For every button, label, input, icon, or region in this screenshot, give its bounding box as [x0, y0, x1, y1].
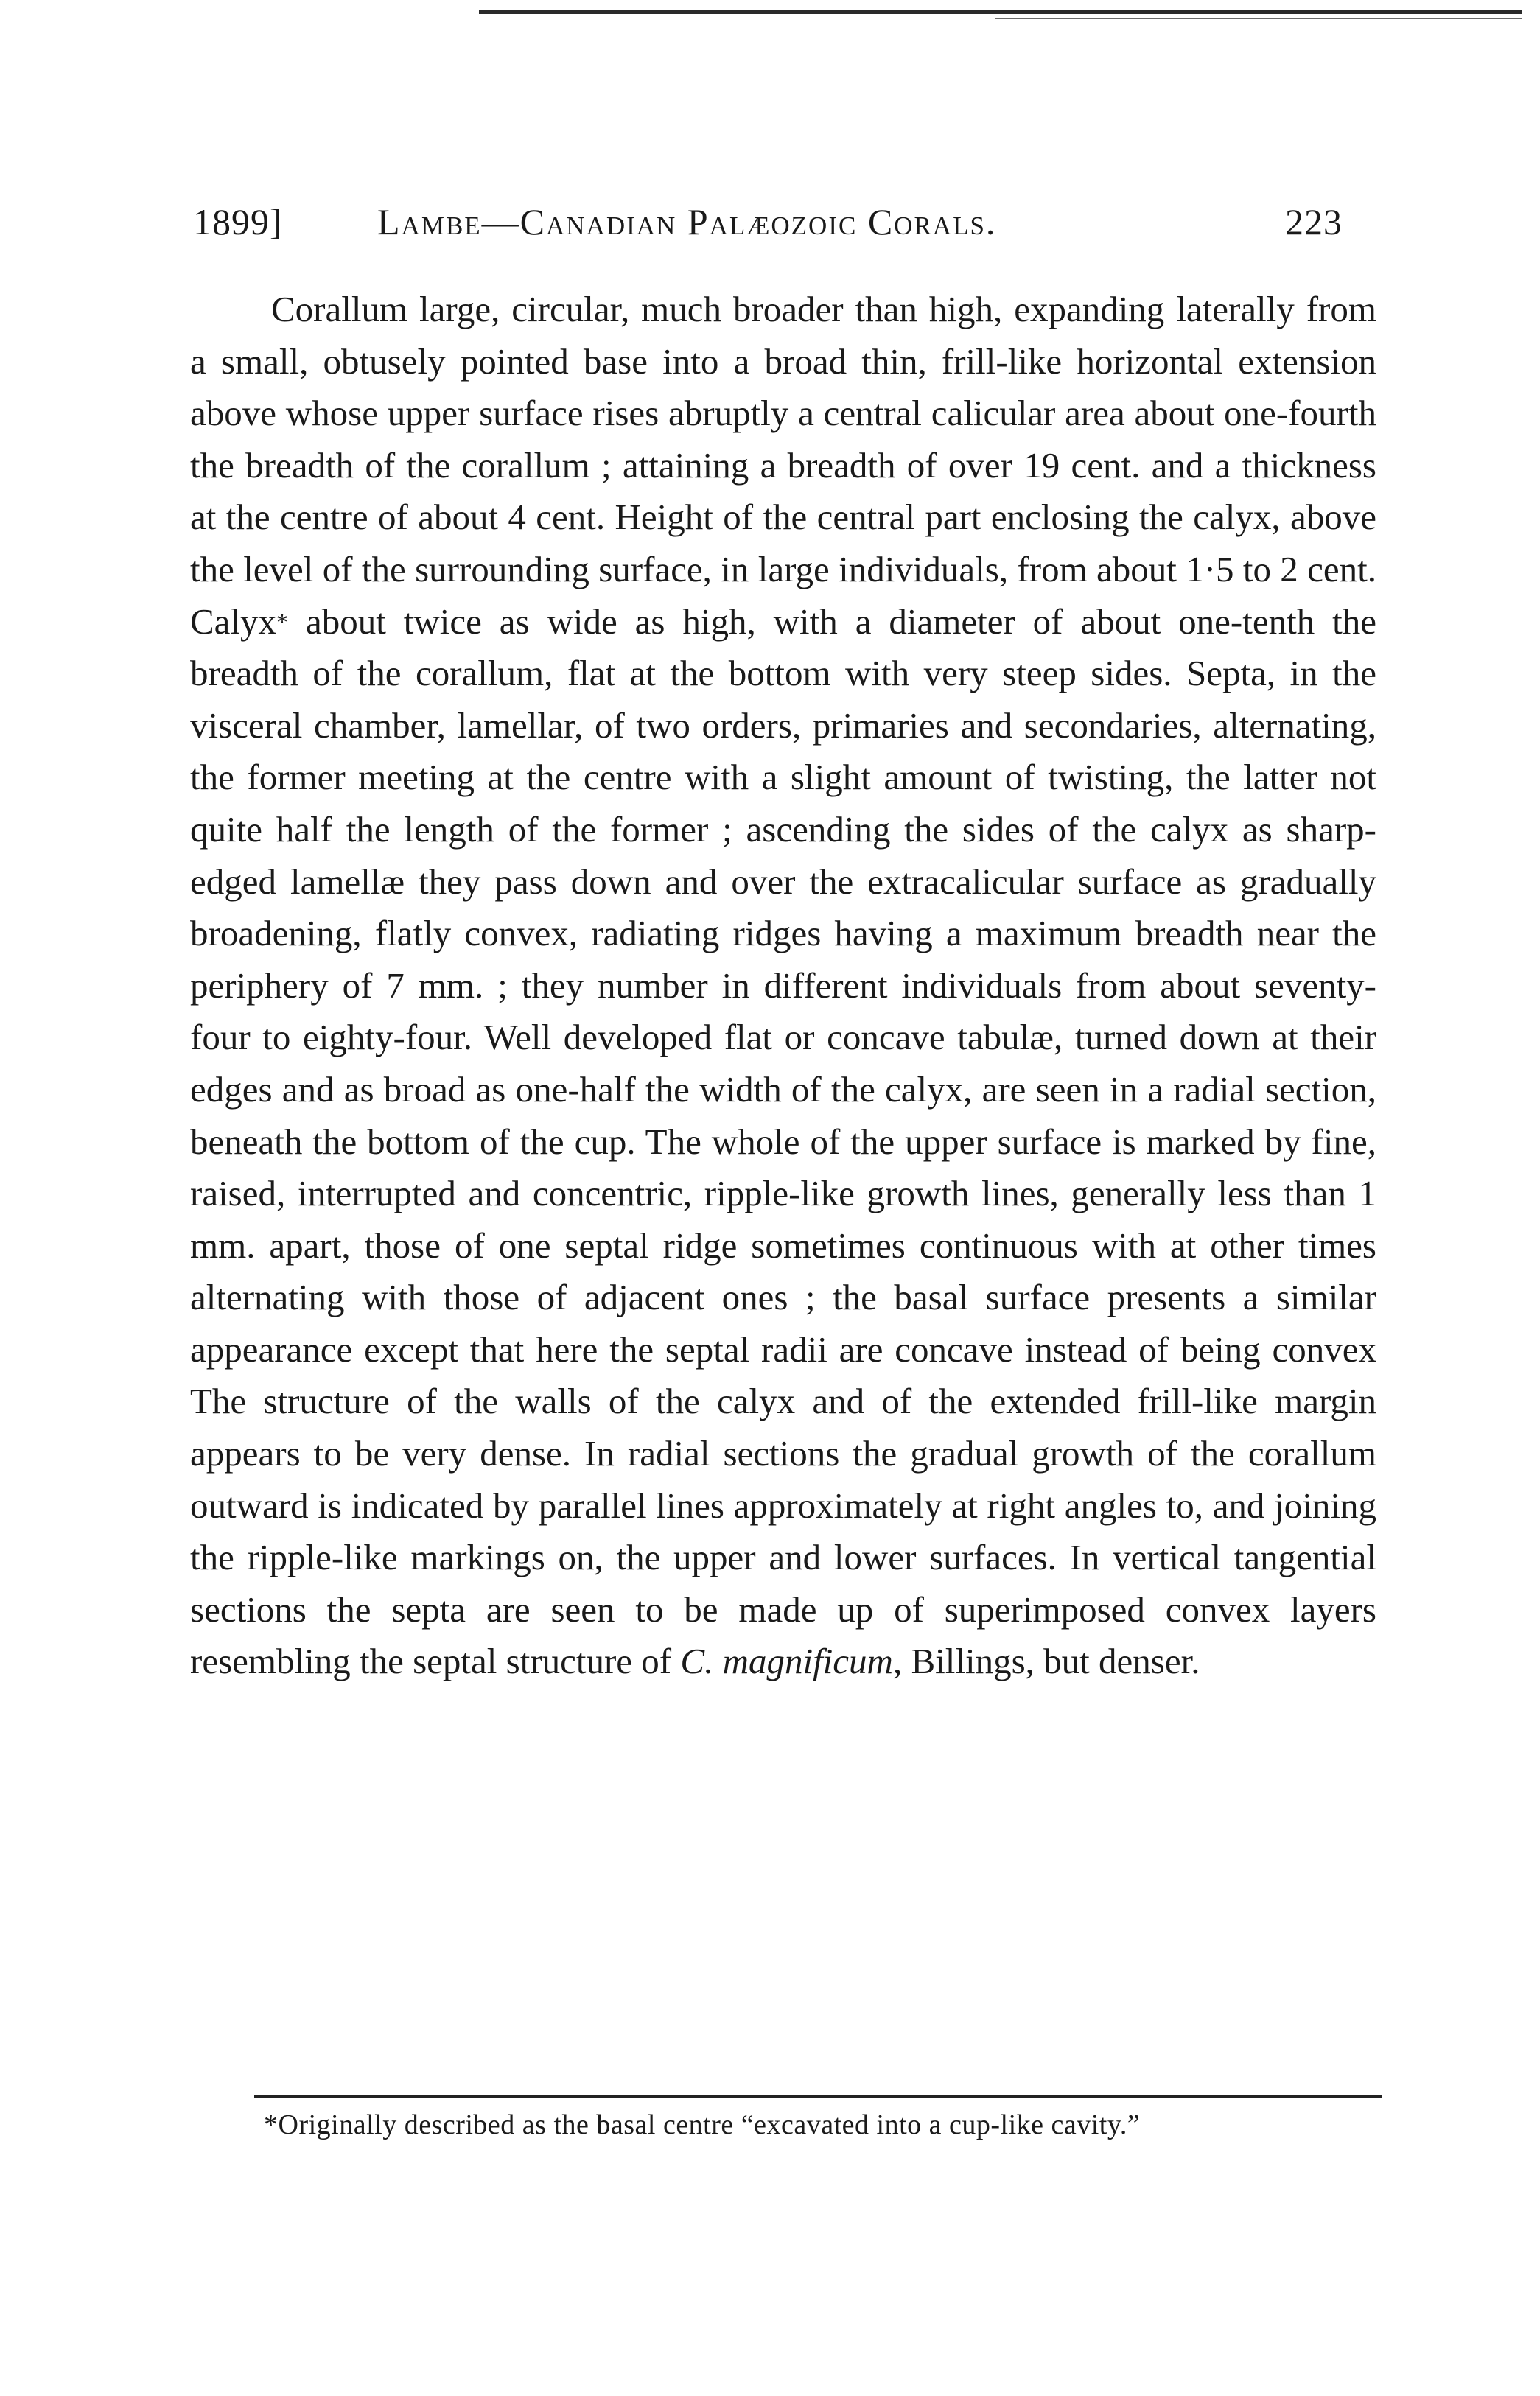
top-edge-rule-secondary — [995, 18, 1522, 19]
header-title: Lambe—Canadian Palæozoic Corals. — [377, 201, 997, 242]
running-header — [193, 200, 1343, 252]
header-year: 1899] — [193, 201, 283, 242]
footnote-marker: * — [276, 608, 289, 635]
top-edge-rule — [479, 10, 1522, 14]
body-text-part-1: Corallum large, circular, much broader than high, expanding laterally from a small, obtusely pointed base into a broad thin, frill-like horizontal extension above whose upper surface rises abruptly a central calicular area about one-fourth the breadth of the corallum ; attaining a breadth of over 19 cent. and a thickness at the centre of about 4 cent. Height of the central part enclosing the calyx, above the level of the surrounding surface, in large individuals, from about 1·5 to 2 cent. Calyx — [190, 289, 1376, 642]
species-name: C. magnificum — [680, 1641, 893, 1682]
footnote-rule — [254, 2095, 1382, 2098]
footnote: *Originally described as the basal centre “excavated into a cup-like cavity.” — [264, 2109, 1141, 2140]
body-paragraph — [190, 284, 1376, 1688]
page-number: 223 — [1285, 201, 1343, 242]
body-text-end: , Billings, but denser. — [892, 1641, 1200, 1682]
body-text-part-2: about twice as wide as high, with a diameter of about one-tenth the breadth of the corallum, flat at the bottom with very steep sides. Septa, in the visceral chamber, lamellar, of two orders, primaries and secondaries, alternating, the former meeting at the centre with a slight amount of twisting, the latter not quite half the length of the former ; ascending the sides of the calyx as sharp-edged lamellæ they pass down and over the extracalicular surface as gradually broadening, flatly convex, radiating ridges having a maximum breadth near the periphery of 7 mm. ; they number in different individuals from about seventy-four to eighty-four. Well developed flat or concave tabulæ, turned down at their edges and as broad as one-half the width of the calyx, are seen in a radial section, beneath the bottom of the cup. The whole of the upper surface is marked by fine, raised, interrupted and concentric, ripple-like growth lines, generally less than 1 mm. apart, those of one septal ridge sometimes continuous with at other times alternating with those of adjacent ones ; the basal surface presents a similar appearance except that here the septal radii are concave instead of being convex The structure of the walls of the calyx and of the extended frill-like margin appears to be very dense. In radial sections the gradual growth of the corallum outward is indicated by parallel lines approximately at right angles to, and joining the ripple-like markings on, the upper and lower surfaces. In vertical tangential sections the septa are seen to be made up of superimposed convex layers resembling the septal structure of — [190, 600, 1376, 1682]
